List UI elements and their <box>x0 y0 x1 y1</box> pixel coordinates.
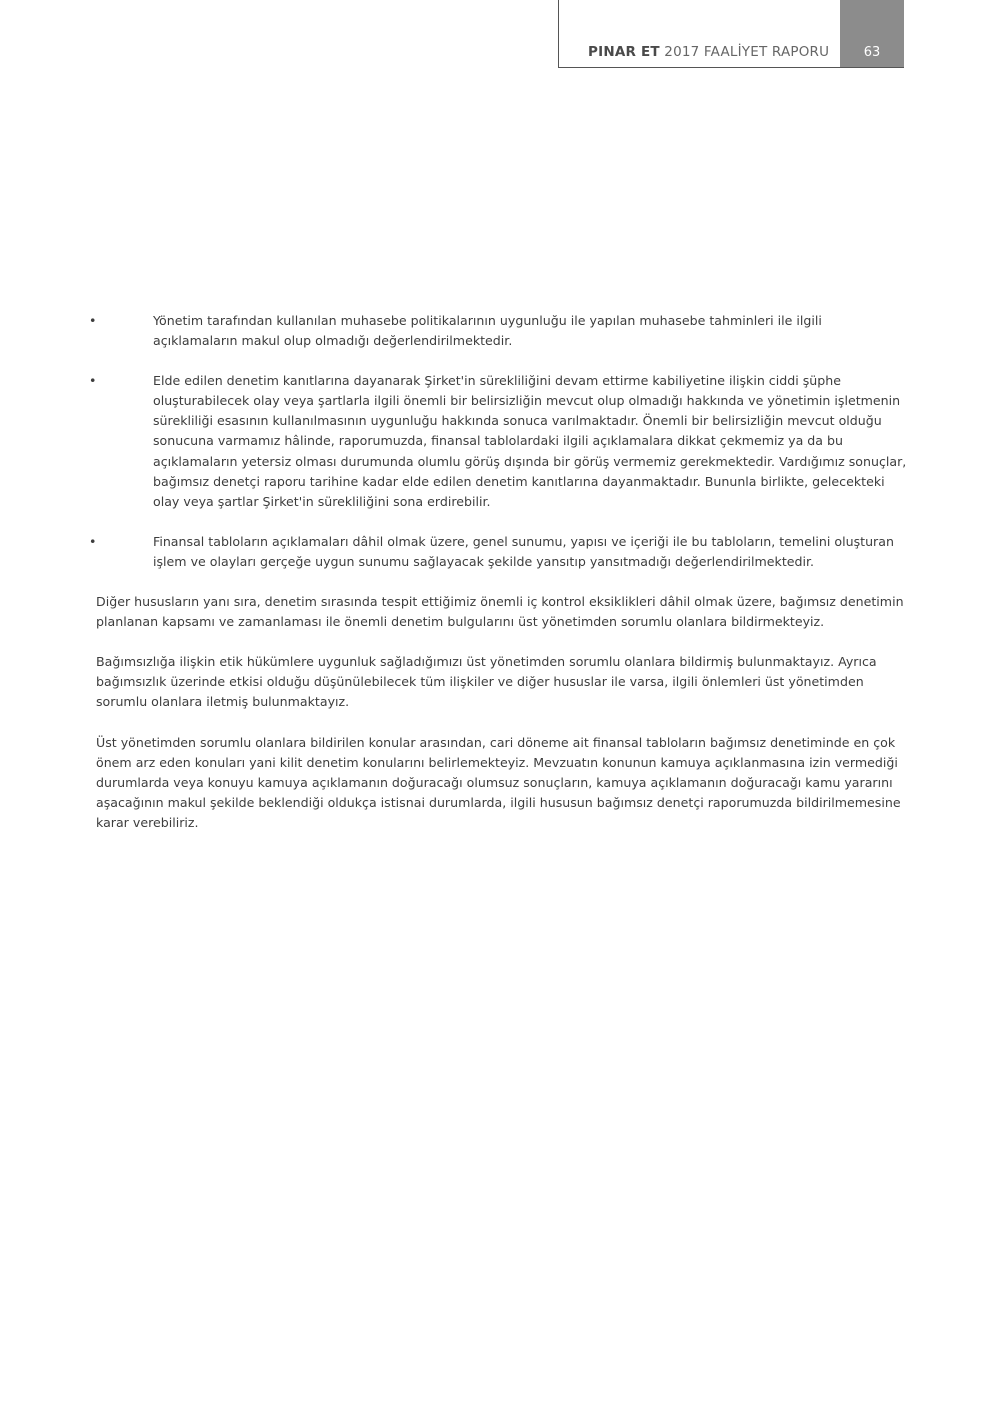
body-paragraph: Bağımsızlığa ilişkin etik hükümlere uygunluk sağladığımızı üst yönetimden sorumlu olanlara bildirmiş bulunmaktayız. Ayrıca bağımsızlık üzerinde etkisi olduğu düşünülebilecek tüm ilişkiler ve diğer hususlar ile varsa, ilgili önlemleri üst yönetimden sorumlu olanlara iletmiş bulunmaktayız. <box>96 654 877 710</box>
page-number-box <box>840 0 904 68</box>
bullet-item <box>89 532 908 572</box>
bullet-text: Yönetim tarafından kullanılan muhasebe politikalarının uygunluğu ile yapılan muhasebe tahminleri ile ilgili açıklamaların makul olup olmadığı değerlendirilmektedir. <box>153 313 822 349</box>
bullet-item <box>89 371 908 512</box>
report-title-text: 2017 FAALİYET RAPORU <box>659 44 830 60</box>
report-title <box>588 44 829 60</box>
bullet-text: Finansal tabloların açıklamaları dâhil olmak üzere, genel sunumu, yapısı ve içeriği ile bu tabloların, temelini oluşturan işlem ve olayları gerçeğe uygun sunumu sağlayacak şekilde yansıtıp yansıtmadığı değerlendirilmektedir. <box>153 533 894 569</box>
bullet-mark: • <box>89 313 97 328</box>
brand-name: PINAR ET <box>588 44 660 60</box>
page-number: 63 <box>863 45 881 60</box>
bullet-mark: • <box>89 373 97 389</box>
body-paragraph: Diğer hususların yanı sıra, denetim sırasında tespit ettiğimiz önemli iç kontrol eksiklikleri dâhil olmak üzere, bağımsız denetimin planlanan kapsamı ve zamanlaması ile önemli denetim bulgularını üst yönetimden sorumlu olanlara bildirmekteyiz. <box>96 594 904 630</box>
bullet-item <box>89 311 908 351</box>
bullet-text: Elde edilen denetim kanıtlarına dayanarak Şirket'in sürekliliğini devam ettirme kabiliyetine ilişkin ciddi şüphe oluşturabilecek olay veya şartlarla ilgili önemli bir belirsizliğin mevcut olup olmadığı hakkında ve yönetimin işletmenin sürekliliği esasının kullanılmasının uygunluğu hakkında sonuca varılmaktadır. Önemli bir belirsizliğin mevcut olduğu sonucuna varmamız hâlinde, raporumuzda, finansal tablolardaki ilgili açıklamalara dikkat çekmemiz ya da bu açıklamaların yetersiz olması durumunda olumlu görüş dışında bir görüş vermemiz gerekmektedir. Vardığımız sonuçlar, bağımsız denetçi raporu tarihine kadar elde edilen denetim kanıtlarına dayanmaktadır. Bununla birlikte, gelecekteki olay veya şartlar Şirket'in sürekliliğini sona erdirebilir. <box>153 373 907 509</box>
bullet-mark: • <box>89 533 97 549</box>
body-paragraph: Üst yönetimden sorumlu olanlara bildirilen konular arasından, cari döneme ait finansal tabloların bağımsız denetiminde en çok önem arz eden konuları yani kilit denetim konularını belirlemekteyiz. Mevzuatın konunun kamuya açıklanmasına izin vermediği durumlarda veya konuyu kamuya açıklamanın doğuracağı olumsuz sonuçların, kamuya açıklamanın doğuracağı kamu yararını aşacağının makul şekilde beklendiği oldukça istisnai durumlarda, ilgili hususun bağımsız denetçi raporumuzda bildirilmemesine karar verebiliriz. <box>96 734 901 830</box>
document-body <box>89 311 908 853</box>
